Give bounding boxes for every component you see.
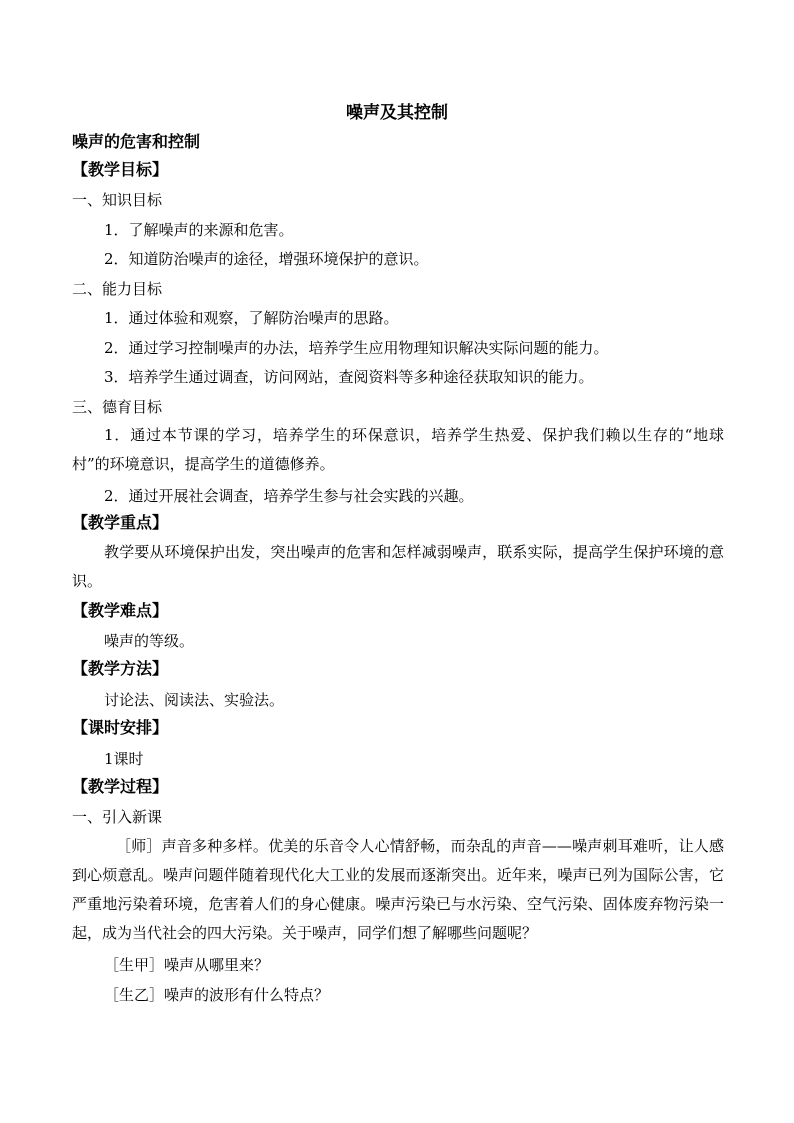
schedule-text: 1课时 bbox=[104, 750, 144, 768]
page-title: 噪声及其控制 bbox=[346, 103, 448, 123]
difficulties-text: 噪声的等级。 bbox=[104, 632, 195, 650]
key-points-text: 教学要从环境保护出发，突出噪声的危害和怎样减弱噪声，联系实际，提高学生保护环境的意识。 bbox=[72, 543, 724, 590]
section-knowledge-goals: 一、知识目标 bbox=[72, 191, 163, 209]
ability-goal-1: 1．通过体验和观察，了解防治噪声的思路。 bbox=[104, 309, 399, 327]
section-moral-goals: 三、德育目标 bbox=[72, 398, 163, 416]
knowledge-goal-1: 1．了解噪声的来源和危害。 bbox=[104, 221, 294, 239]
lesson-subtitle: 噪声的危害和控制 bbox=[72, 132, 201, 151]
heading-schedule: 【课时安排】 bbox=[72, 718, 169, 737]
ability-goal-2: 2．通过学习控制噪声的办法，培养学生应用物理知识解决实际问题的能力。 bbox=[104, 339, 609, 357]
knowledge-goal-2: 2．知道防治噪声的途径，增强环境保护的意识。 bbox=[104, 250, 429, 268]
heading-key-points: 【教学重点】 bbox=[72, 513, 169, 532]
heading-methods: 【教学方法】 bbox=[72, 659, 169, 678]
student-b-question: ［生乙］噪声的波形有什么特点？ bbox=[104, 986, 330, 1004]
student-a-question: ［生甲］噪声从哪里来？ bbox=[104, 956, 270, 974]
methods-text: 讨论法、阅读法、实验法。 bbox=[104, 691, 285, 709]
section-ability-goals: 二、能力目标 bbox=[72, 280, 163, 298]
teacher-paragraph: ［师］声音多种多样。优美的乐音令人心情舒畅，而杂乱的声音——噪声刺耳难听，让人感到心烦意乱。噪声问题伴随着现代化大工业的发展而逐渐突出。近年来，噪声已列为国际公害，它严重地污染着环境，危害着人们的身心健康。噪声污染已与水污染、空气污染、固体废弃物污染一起，成为当代社会的四大污染。关于噪声，同学们想了解哪些问题呢？ bbox=[72, 837, 724, 942]
moral-goal-1: 1．通过本节课的学习，培养学生的环保意识，培养学生热爱、保护我们赖以生存的“地球村”的环境意识，提高学生的道德修养。 bbox=[72, 426, 724, 473]
moral-goal-2: 2．通过开展社会调查，培养学生参与社会实践的兴趣。 bbox=[104, 487, 474, 505]
heading-teaching-goals: 【教学目标】 bbox=[72, 160, 169, 179]
heading-process: 【教学过程】 bbox=[72, 777, 169, 796]
heading-difficulties: 【教学难点】 bbox=[72, 601, 169, 620]
ability-goal-3: 3．培养学生通过调查，访问网站，查阅资料等多种途径获取知识的能力。 bbox=[104, 368, 594, 386]
section-introduction: 一、引入新课 bbox=[72, 808, 163, 826]
